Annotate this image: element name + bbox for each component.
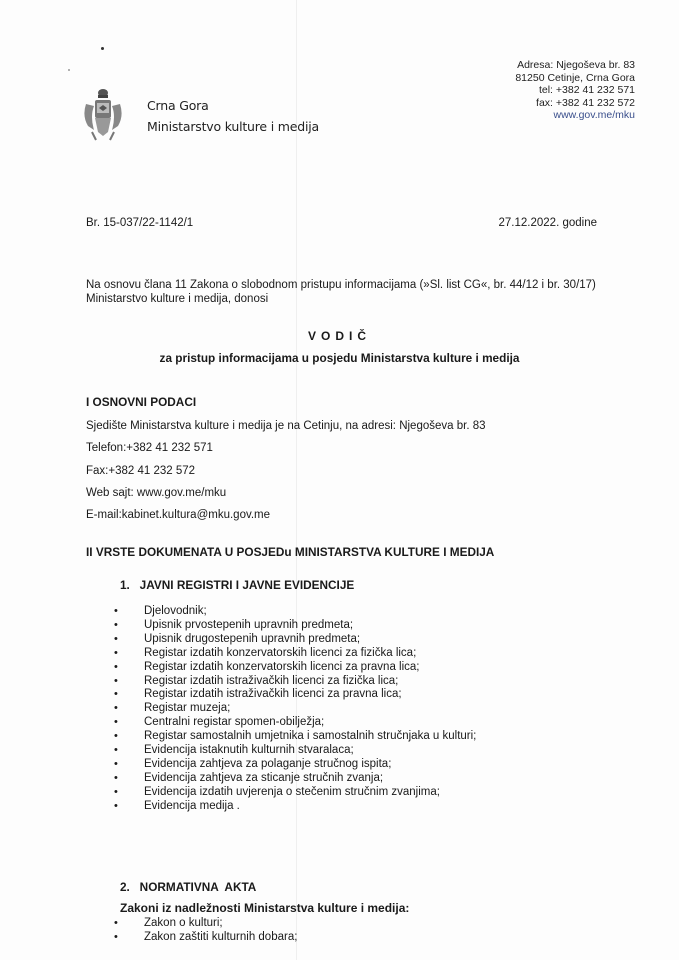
scan-speck [101, 47, 104, 50]
list-item: • Evidencija zahtjeva za polaganje stručnog ispita; [114, 758, 476, 772]
coat-of-arms-icon [82, 86, 124, 142]
list-item: • Djelovodnik; [114, 605, 476, 619]
laws-heading: Zakoni iz nadležnosti Ministarstva kulture i medija: [120, 901, 410, 915]
list-item: • Zakon zaštiti kulturnih dobara; [114, 931, 297, 945]
fax-line: Fax:+382 41 232 572 [86, 464, 196, 477]
website-line: Web sajt: www.gov.me/mku [86, 486, 227, 499]
registers-list [114, 605, 476, 814]
scan-speck [68, 69, 70, 71]
list-item: • Evidencija istaknutih kulturnih stvaralaca; [114, 744, 476, 758]
list-item: • Evidencija medija . [114, 800, 476, 814]
list-item: • Registar samostalnih umjetnika i samostalnih stručnjaka u kulturi; [114, 730, 476, 744]
list-item: • Registar izdatih konzervatorskih licenci za pravna lica; [114, 661, 476, 675]
ministry-name: Ministarstvo kulture i medija [147, 119, 319, 134]
phone-line: tel: +382 41 232 571 [538, 84, 635, 97]
letterhead-address [515, 59, 635, 122]
fax-line: fax: +382 41 232 572 [536, 96, 635, 109]
section-heading-document-types: II VRSTE DOKUMENATA U POSJEDu MINISTARSTVA KULTURE I MEDIJA [86, 545, 495, 559]
subsection-heading-normative-acts: 2. NORMATIVNA AKTA [120, 880, 257, 894]
list-item: • Centralni registar spomen-obilježja; [114, 716, 476, 730]
list-item: • Registar izdatih konzervatorskih licenci za fizička lica; [114, 647, 476, 661]
list-item: • Upisnik prvostepenih upravnih predmeta; [114, 619, 476, 633]
document-date: 27.12.2022. godine [498, 217, 597, 229]
phone-line: Telefon:+382 41 232 571 [86, 442, 213, 455]
email-line: E-mail:kabinet.kultura@mku.gov.me [86, 509, 271, 522]
address-line: Adresa: Njegoševa br. 83 [517, 59, 635, 71]
website-link[interactable]: www.gov.me/mku [553, 109, 635, 122]
seat-line: Sjedište Ministarstva kulture i medija je na Cetinju, na adresi: Njegoševa br. 83 [86, 420, 486, 432]
basic-data-block [86, 415, 486, 526]
address-line: 81250 Cetinje, Crna Gora [515, 71, 635, 84]
country-name: Crna Gora [147, 98, 209, 113]
list-item: • Evidencija zahtjeva za sticanje stručnih zvanja; [114, 772, 476, 786]
list-item: • Evidencija izdatih uvjerenja o stečenim stručnim zvanjima; [114, 786, 476, 800]
document-subtitle: za pristup informacijama u posjedu Ministarstva kulture i medija [159, 351, 520, 365]
intro-paragraph: Na osnovu člana 11 Zakona o slobodnom pristupu informacijama (»Sl. list CG«, br. 44/12 i br. 30/17) Ministarstvo kulture i medija, donosi [86, 279, 596, 305]
reference-number: Br. 15-037/22-1142/1 [86, 217, 194, 229]
list-item: • Upisnik drugostepenih upravnih predmeta; [114, 633, 476, 647]
list-item: • Registar muzeja; [114, 702, 476, 716]
laws-list [114, 917, 297, 945]
letterhead-org [147, 95, 319, 137]
list-item: • Zakon o kulturi; [114, 917, 297, 931]
list-item: • Registar izdatih istraživačkih licenci za pravna lica; [114, 688, 476, 702]
section-heading-basic-data: I OSNOVNI PODACI [86, 395, 197, 409]
list-item: • Registar izdatih istraživačkih licenci za fizička lica; [114, 675, 476, 689]
document-title: VODIČ [307, 329, 371, 343]
subsection-heading-registers: 1. JAVNI REGISTRI I JAVNE EVIDENCIJE [120, 578, 355, 592]
